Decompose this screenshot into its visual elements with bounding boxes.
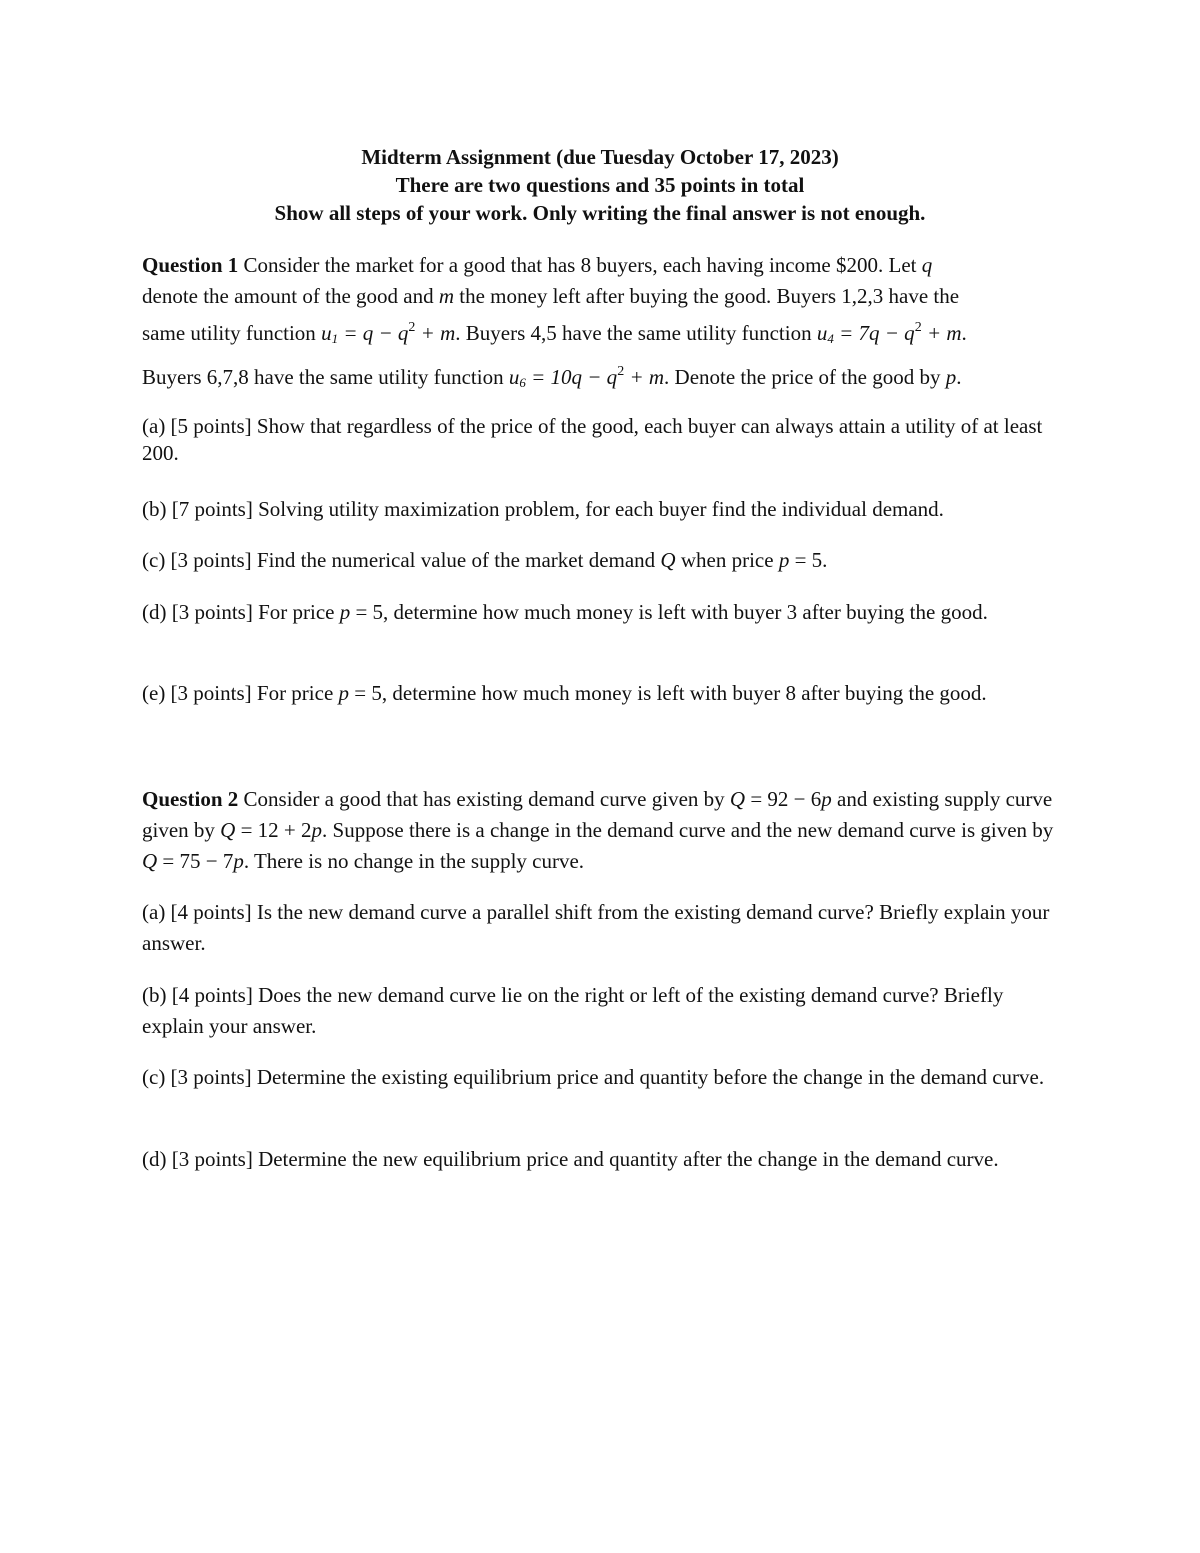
q2-text: Consider a good that has existing demand curve given by: [238, 787, 730, 811]
var-Q: Q: [220, 818, 236, 842]
q1-text: same utility function: [142, 321, 322, 345]
exponent: 2: [914, 320, 922, 335]
q1-text: .: [961, 321, 967, 345]
q1-text: . Buyers 4,5 have the same utility function: [455, 321, 817, 345]
q1-line-4: [142, 362, 1062, 398]
q1d-text: (d) [3 points] For price: [142, 600, 340, 624]
q1-line-2: [142, 281, 1062, 312]
q1-text: Buyers 6,7,8 have the same utility function: [142, 365, 509, 389]
q2-text: . Suppose there is a change in the demand curve and the new demand curve is given by: [322, 818, 1054, 842]
q1c-text: (c) [3 points] Find the numerical value of the market demand: [142, 548, 661, 572]
equation-part: = 92 − 6: [745, 787, 822, 811]
header-points: There are two questions and 35 points in total: [395, 173, 805, 197]
var-p: p: [945, 365, 957, 389]
var-p: p: [339, 600, 351, 624]
q1-text: the money left after buying the good. Buyers 1,2,3 have the: [454, 284, 960, 308]
question-2d: (d) [3 points] Determine the new equilibrium price and quantity after the change in the demand curve.: [142, 1147, 999, 1171]
question-1c: [142, 545, 1062, 576]
q2-text: and existing supply curve given by: [142, 787, 1053, 842]
subscript: 6: [519, 375, 526, 390]
header-title: Midterm Assignment (due Tuesday October 17, 2023): [361, 145, 839, 169]
exponent: 2: [617, 364, 625, 379]
var-m: m: [438, 284, 455, 308]
q1-text: denote the amount of the good and: [142, 284, 439, 308]
var-p: p: [311, 818, 323, 842]
q1c-text: when price: [675, 548, 779, 572]
var-p: p: [778, 548, 790, 572]
var-u: u: [816, 321, 828, 345]
q1-text: Consider the market for a good that has 8 buyers, each having income $200. Let: [238, 253, 922, 277]
equation-part: = 75 − 7: [157, 849, 234, 873]
equation-part: + m: [624, 365, 665, 389]
subscript: 1: [331, 331, 339, 346]
equation-part: + m: [921, 321, 962, 345]
q1d-text: = 5, determine how much money is left with buyer 3 after buying the good.: [350, 600, 988, 624]
q1e-text: (e) [3 points] For price: [142, 681, 339, 705]
var-Q: Q: [660, 548, 676, 572]
equation-part: = 10q − q: [525, 365, 618, 389]
question-1e: [142, 680, 1062, 707]
question-2c: (c) [3 points] Determine the existing equilibrium price and quantity before the change in the demand curve.: [142, 1065, 1045, 1089]
q2-text: . There is no change in the supply curve.: [243, 849, 585, 873]
question-2-intro: [142, 784, 1062, 877]
question-1-label: Question 1: [142, 253, 239, 277]
q1c-text: = 5.: [789, 548, 828, 572]
question-1d: [142, 599, 1062, 626]
var-p: p: [821, 787, 832, 811]
var-p: p: [338, 681, 350, 705]
equation-part: + m: [415, 321, 456, 345]
equation-part: = 7q − q: [833, 321, 915, 345]
q1e-text: = 5, determine how much money is left with buyer 8 after buying the good.: [349, 681, 987, 705]
q1-text: .: [956, 365, 962, 389]
subscript: 4: [827, 331, 834, 346]
var-q: q: [921, 253, 933, 277]
var-u: u: [508, 365, 520, 389]
equation-part: = q − q: [338, 321, 409, 345]
question-2a: (a) [4 points] Is the new demand curve a parallel shift from the existing demand curve? Briefly explain your answer.: [142, 900, 1050, 955]
q1-line-1: [142, 250, 1062, 281]
var-u: u: [321, 321, 332, 345]
question-1-intro: [142, 250, 1062, 398]
question-2-label: Question 2: [142, 787, 239, 811]
header-instructions: Show all steps of your work. Only writing the final answer is not enough.: [274, 201, 926, 225]
var-p: p: [233, 849, 244, 873]
question-1b: (b) [7 points] Solving utility maximization problem, for each buyer find the individual demand.: [142, 497, 944, 521]
q1-line-3: [142, 318, 1062, 354]
var-Q: Q: [729, 787, 746, 811]
equation-part: = 12 + 2: [235, 818, 312, 842]
exponent: 2: [408, 320, 416, 335]
question-2b: (b) [4 points] Does the new demand curve lie on the right or left of the existing demand curve? Briefly explain your answer.: [142, 983, 1004, 1038]
assignment-header: [0, 143, 1200, 227]
question-1a: (a) [5 points] Show that regardless of the price of the good, each buyer can always attain a utility of at least 200.: [142, 414, 1043, 465]
var-Q: Q: [142, 849, 158, 873]
q1-text: . Denote the price of the good by: [664, 365, 946, 389]
